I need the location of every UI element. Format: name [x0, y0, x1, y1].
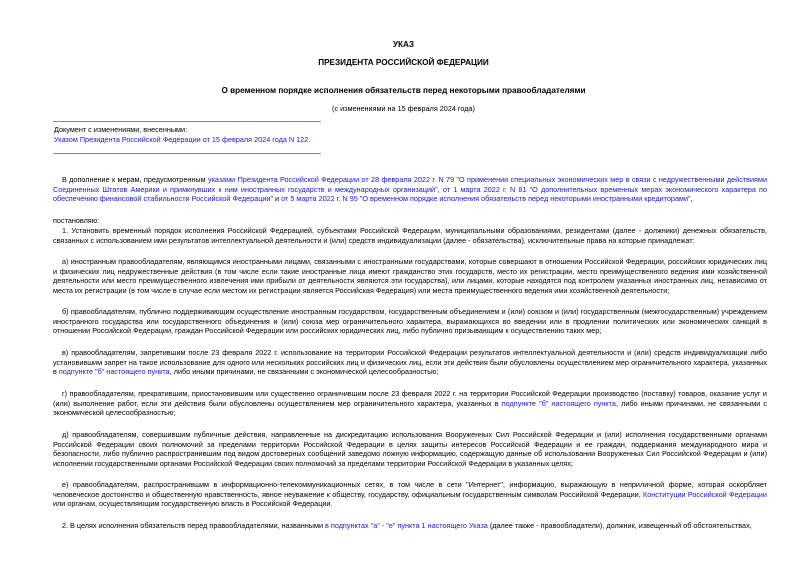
subclause-d	[53, 430, 767, 468]
subclause-v-text-1: в) правообладателям, запретившим после 23 февраля 2022 г. использование на территории Российской Федерации результатов интеллектуальной деятельности и (или) средств индивидуализации либо установившим запрет на такое использование для одного или нескольких российских лиц и физических лиц, если эти действия были обусловлены осуществлением мер ограничительного характера, указанных в	[53, 348, 767, 377]
clause-2-text-2: (далее также - правообладатели), должник, извещенный об обстоятельствах,	[487, 521, 752, 530]
preamble-text-1: В дополнение к мерам, предусмотренным	[62, 175, 208, 184]
decree-95-link[interactable]: от 5 марта 2022 г. N 95 "О временном порядке исполнения обязательств перед некоторыми иностранными кредиторами"	[281, 194, 691, 204]
amendment-link[interactable]: Указом Президента Российской Федерации от 15 февраля 2024 года N 122.	[54, 134, 311, 144]
decree-issuer: ПРЕЗИДЕНТА РОССИЙСКОЙ ФЕДЕРАЦИИ	[318, 58, 489, 67]
subclause-a-text: а) иностранным правообладателям, являющимся иностранными лицами, связанными с иностранными государствами, которые совершают в отношении Российской Федерации, российских юридических лиц и физических лиц недружественные действия (в том числе если такие иностранные лица имеют гражданство этих государств, место их регистрации, место преимущественного ведения ими хозяйственной деятельности или место преимущественного извлечения ими прибыли от деятельности являются эти государства), или лицами, которые находятся под контролем указанных иностранных лиц, независимо от места их регистрации (в том числе в случае если местом их регистрации является Российская Федерация) или места преимущественного ведения ими хозяйственной деятельности;	[53, 257, 767, 295]
clause-2-text-1: 2. В целях исполнения обязательств перед правообладателями, названными	[62, 521, 326, 530]
edition-note: (с изменениями на 15 февраля 2024 года)	[332, 104, 475, 113]
subclause-g	[53, 389, 767, 418]
subclause-b-text: б) правообладателям, публично поддерживающим осуществление иностранным государством, государственным объединением и (или) союзом и (или) государственным (межгосударственным) учреждением иностранного государства или государственного объединения и (или) союза мер ограничительного характера, выражающихся во введении или в продлении политических или экономических санкций в отношении Российской Федерации, граждан Российской Федерации или российских юридических лиц, либо публично призывающим к осуществлению таких мер;	[53, 307, 767, 336]
divider-bottom	[53, 153, 321, 154]
clause-1-ref-link[interactable]: в подпунктах "а" - "е" пункта 1 настоящего Указа	[325, 521, 488, 530]
decree-81-link[interactable]: от 1 марта 2022 г. N 81 "О дополнительных временных мерах экономического характера по обеспечению финансовой стабильности Российской Федерации"	[53, 184, 768, 204]
subclause-d-text: д) правообладателям, совершившим публичные действия, направленные на дискредитацию использования Вооруженных Сил Российской Федерации и (или) исполнения государственными органами Российской Федерации своих полномочий за пределами территории Российской Федерации в целях защиты интересов Российской Федерации и ее граждан, поддержания международного мира и безопасности, либо публично распространившим под видом достоверных сообщений заведомо ложную информацию, содержащую данные об использовании Вооруженных Сил Российской Федерации и (или) исполнении государственными органами Российской Федерации своих полномочий за пределами территории Российской Федерации в указанных целях;	[53, 430, 767, 468]
amendment-note-label: Документ с изменениями, внесенными:	[54, 125, 188, 134]
subclause-b-ref-link[interactable]: подпункте "б" настоящего пункта	[501, 398, 616, 408]
preamble-paragraph	[53, 175, 767, 204]
subclause-a	[53, 257, 767, 295]
constitution-link[interactable]: Конституции Российской Федерации	[643, 489, 767, 499]
clause-2	[53, 521, 767, 531]
divider-top	[53, 121, 321, 122]
subclause-e-text-2: или органам, осуществляющим государственную власть в Российской Федерации.	[53, 499, 333, 509]
document-title: О временном порядке исполнения обязательств перед некоторыми правообладателями	[221, 86, 586, 95]
subclause-g-text-2: , либо иными причинами, не связанными с экономической целесообразностью;	[53, 398, 768, 418]
amendment-note	[54, 125, 354, 144]
clause-1-text: 1. Установить временный порядок исполнения Российской Федерацией, субъектами Российской Федерации, муниципальными образованиями, резидентами (далее - должники) денежных обязательств, связанных с использованием ими результатов интеллектуальной деятельности и (или) средств индивидуализации (далее - обязательства), исключительные права на которые принадлежат:	[53, 226, 767, 245]
subclause-v-text-2: , либо иными причинами, не связанными с экономической целесообразностью;	[169, 367, 439, 377]
preamble-text-3: и	[273, 194, 282, 204]
subclause-e-text-1: е) правообладателям, распространившим в информационно-телекоммуникационных сетях, в том числе в сети "Интернет", информацию, выражающую в неприличной форме, которая оскорбляет человеческое достоинство и общественную нравственность, явное неуважение к обществу, государству, официальным государственным символам Российской Федерации,	[53, 480, 767, 499]
decree-heading: УКАЗ	[392, 40, 415, 49]
preamble-text-4: ,	[690, 194, 693, 204]
subclause-b-ref-link[interactable]: подпункте "б" настоящего пункта	[58, 367, 170, 377]
subclause-b	[53, 307, 767, 336]
subclause-v	[53, 348, 767, 377]
subclause-e	[53, 480, 767, 509]
resolved-line: постановляю:	[53, 216, 100, 225]
subclause-g-text-1: г) правообладателям, прекратившим, приостановившим или существенно ограничившим после 23 февраля 2022 г. на территории Российской Федерации производство (поставку) товаров, оказание услуг и (или) выполнение работ, если эти действия были обусловлены осуществлением мер ограничительного характера, указанных в	[53, 389, 767, 408]
clause-1	[53, 226, 767, 245]
preamble-text-2: ,	[437, 184, 443, 194]
decree-79-link[interactable]: указами Президента Российской Федерации от 28 февраля 2022 г. N 79 "О применении специальных экономических мер в связи с недружественными действиями Соединенных Штатов Америки и примкнувших к ним иностранных государств и международных организаций"	[53, 175, 767, 194]
